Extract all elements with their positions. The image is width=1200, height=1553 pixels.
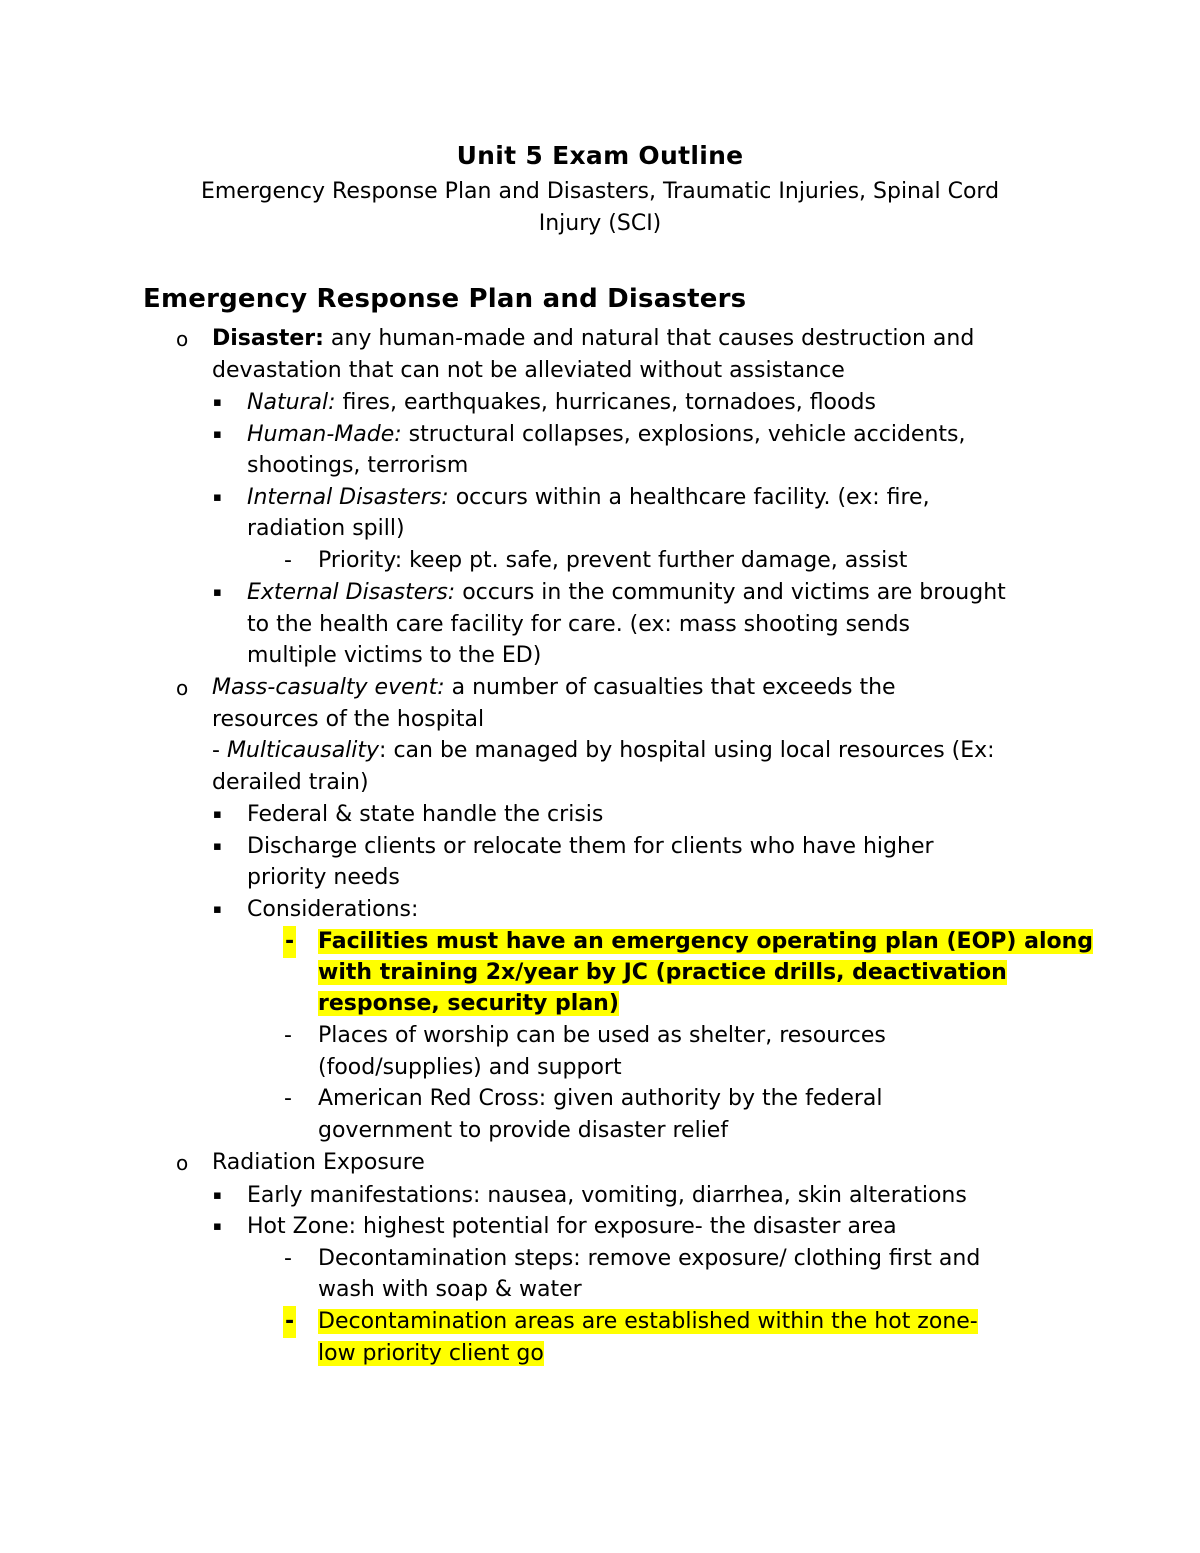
- human-made-text-1: structural collapses, explosions, vehicle accidents,: [401, 422, 966, 447]
- list-item-radiation: Radiation Exposure: [212, 1150, 425, 1175]
- decon-areas-line-2: [318, 1338, 544, 1370]
- list-item-decon-areas: [318, 1306, 978, 1338]
- section-heading: Emergency Response Plan and Disasters: [143, 284, 747, 314]
- dash-bullet-icon: -: [284, 1023, 292, 1048]
- eop-line-2: [318, 957, 1007, 989]
- external-text-2: to the health care facility for care. (ex: mass shooting sends: [247, 612, 910, 637]
- dash-bullet-icon: -: [284, 1246, 292, 1271]
- list-item-hot-zone: Hot Zone: highest potential for exposure- the disaster area: [247, 1214, 897, 1239]
- circle-bullet-icon: o: [176, 1151, 189, 1175]
- square-bullet-icon: ▪: [213, 807, 222, 822]
- multicausality-line-1: [212, 735, 995, 767]
- square-bullet-icon: ▪: [213, 490, 222, 505]
- eop-text-3: response, security plan): [318, 991, 619, 1016]
- decon-steps-text-2: wash with soap & water: [318, 1277, 582, 1302]
- external-text-1: occurs in the community and victims are brought: [455, 580, 1006, 605]
- mass-def-2: resources of the hospital: [212, 707, 485, 732]
- multicausality-text-2: derailed train): [212, 770, 369, 795]
- list-item-human-made: [247, 419, 965, 451]
- term-mass-casualty: Mass-casualty event:: [212, 675, 445, 700]
- square-bullet-icon: ▪: [213, 1188, 222, 1203]
- decon-areas-text-1: Decontamination areas are established within the hot zone-: [318, 1309, 978, 1334]
- list-item-disaster: [212, 323, 974, 355]
- square-bullet-icon: ▪: [213, 1219, 222, 1234]
- mass-def-1: a number of casualties that exceeds the: [444, 675, 896, 700]
- external-text-3: multiple victims to the ED): [247, 643, 542, 668]
- square-bullet-icon: ▪: [213, 395, 222, 410]
- worship-text-2: (food/supplies) and support: [318, 1055, 622, 1080]
- list-item-external: [247, 577, 1006, 609]
- internal-text-2: radiation spill): [247, 516, 405, 541]
- square-bullet-icon: ▪: [213, 427, 222, 442]
- square-bullet-icon: ▪: [213, 902, 222, 917]
- dash-bullet-icon: -: [283, 1306, 296, 1338]
- term-internal: Internal Disasters:: [247, 485, 449, 510]
- disaster-def-1: any human-made and natural that causes destruction and: [323, 326, 975, 351]
- list-item-mass-casualty: [212, 672, 896, 704]
- term-external: External Disasters:: [247, 580, 456, 605]
- decon-areas-text-2: low priority client go: [318, 1341, 544, 1366]
- list-item-federal: Federal & state handle the crisis: [247, 802, 604, 827]
- doc-subtitle-line-2: Injury (SCI): [538, 211, 662, 236]
- list-item-eop: [318, 926, 1093, 958]
- list-item-considerations: Considerations:: [247, 897, 419, 922]
- term-human-made: Human-Made:: [247, 422, 402, 447]
- eop-text-2: with training 2x/year by JC (practice drills, deactivation: [318, 960, 1007, 985]
- list-item-red-cross: American Red Cross: given authority by the federal: [318, 1086, 883, 1111]
- natural-text: fires, earthquakes, hurricanes, tornadoes, floods: [335, 390, 876, 415]
- list-item-discharge: Discharge clients or relocate them for clients who have higher: [247, 834, 934, 859]
- dash-bullet-icon: -: [284, 1086, 292, 1111]
- dash-bullet-icon: -: [283, 926, 296, 958]
- human-made-text-2: shootings, terrorism: [247, 453, 469, 478]
- internal-text-1: occurs within a healthcare facility. (ex: fire,: [448, 485, 930, 510]
- discharge-text-2: priority needs: [247, 865, 400, 890]
- list-item-decon-steps: Decontamination steps: remove exposure/ clothing first and: [318, 1246, 981, 1271]
- circle-bullet-icon: o: [176, 676, 189, 700]
- multicausality-text-1: : can be managed by hospital using local resources (Ex:: [379, 738, 995, 763]
- eop-text-1: Facilities must have an emergency operating plan (EOP) along: [318, 929, 1094, 954]
- list-item-internal: [247, 482, 930, 514]
- list-item-natural: [247, 387, 876, 419]
- term-multicausality: Multicausality: [226, 738, 380, 763]
- square-bullet-icon: ▪: [213, 585, 222, 600]
- disaster-def-2: devastation that can not be alleviated without assistance: [212, 358, 845, 383]
- list-item-worship: Places of worship can be used as shelter, resources: [318, 1023, 886, 1048]
- eop-line-3: [318, 988, 619, 1020]
- square-bullet-icon: ▪: [213, 839, 222, 854]
- dash-bullet-icon: -: [284, 548, 292, 573]
- list-item-priority: Priority: keep pt. safe, prevent further damage, assist: [318, 548, 908, 573]
- doc-subtitle-line-1: Emergency Response Plan and Disasters, Traumatic Injuries, Spinal Cord: [200, 179, 1000, 204]
- multicausality-dash: -: [212, 738, 227, 763]
- doc-title: Unit 5 Exam Outline: [456, 141, 744, 170]
- term-natural: Natural:: [247, 390, 336, 415]
- term-disaster: Disaster:: [212, 326, 324, 351]
- red-cross-text-2: government to provide disaster relief: [318, 1118, 729, 1143]
- circle-bullet-icon: o: [176, 327, 189, 351]
- list-item-early-manifestations: Early manifestations: nausea, vomiting, diarrhea, skin alterations: [247, 1183, 967, 1208]
